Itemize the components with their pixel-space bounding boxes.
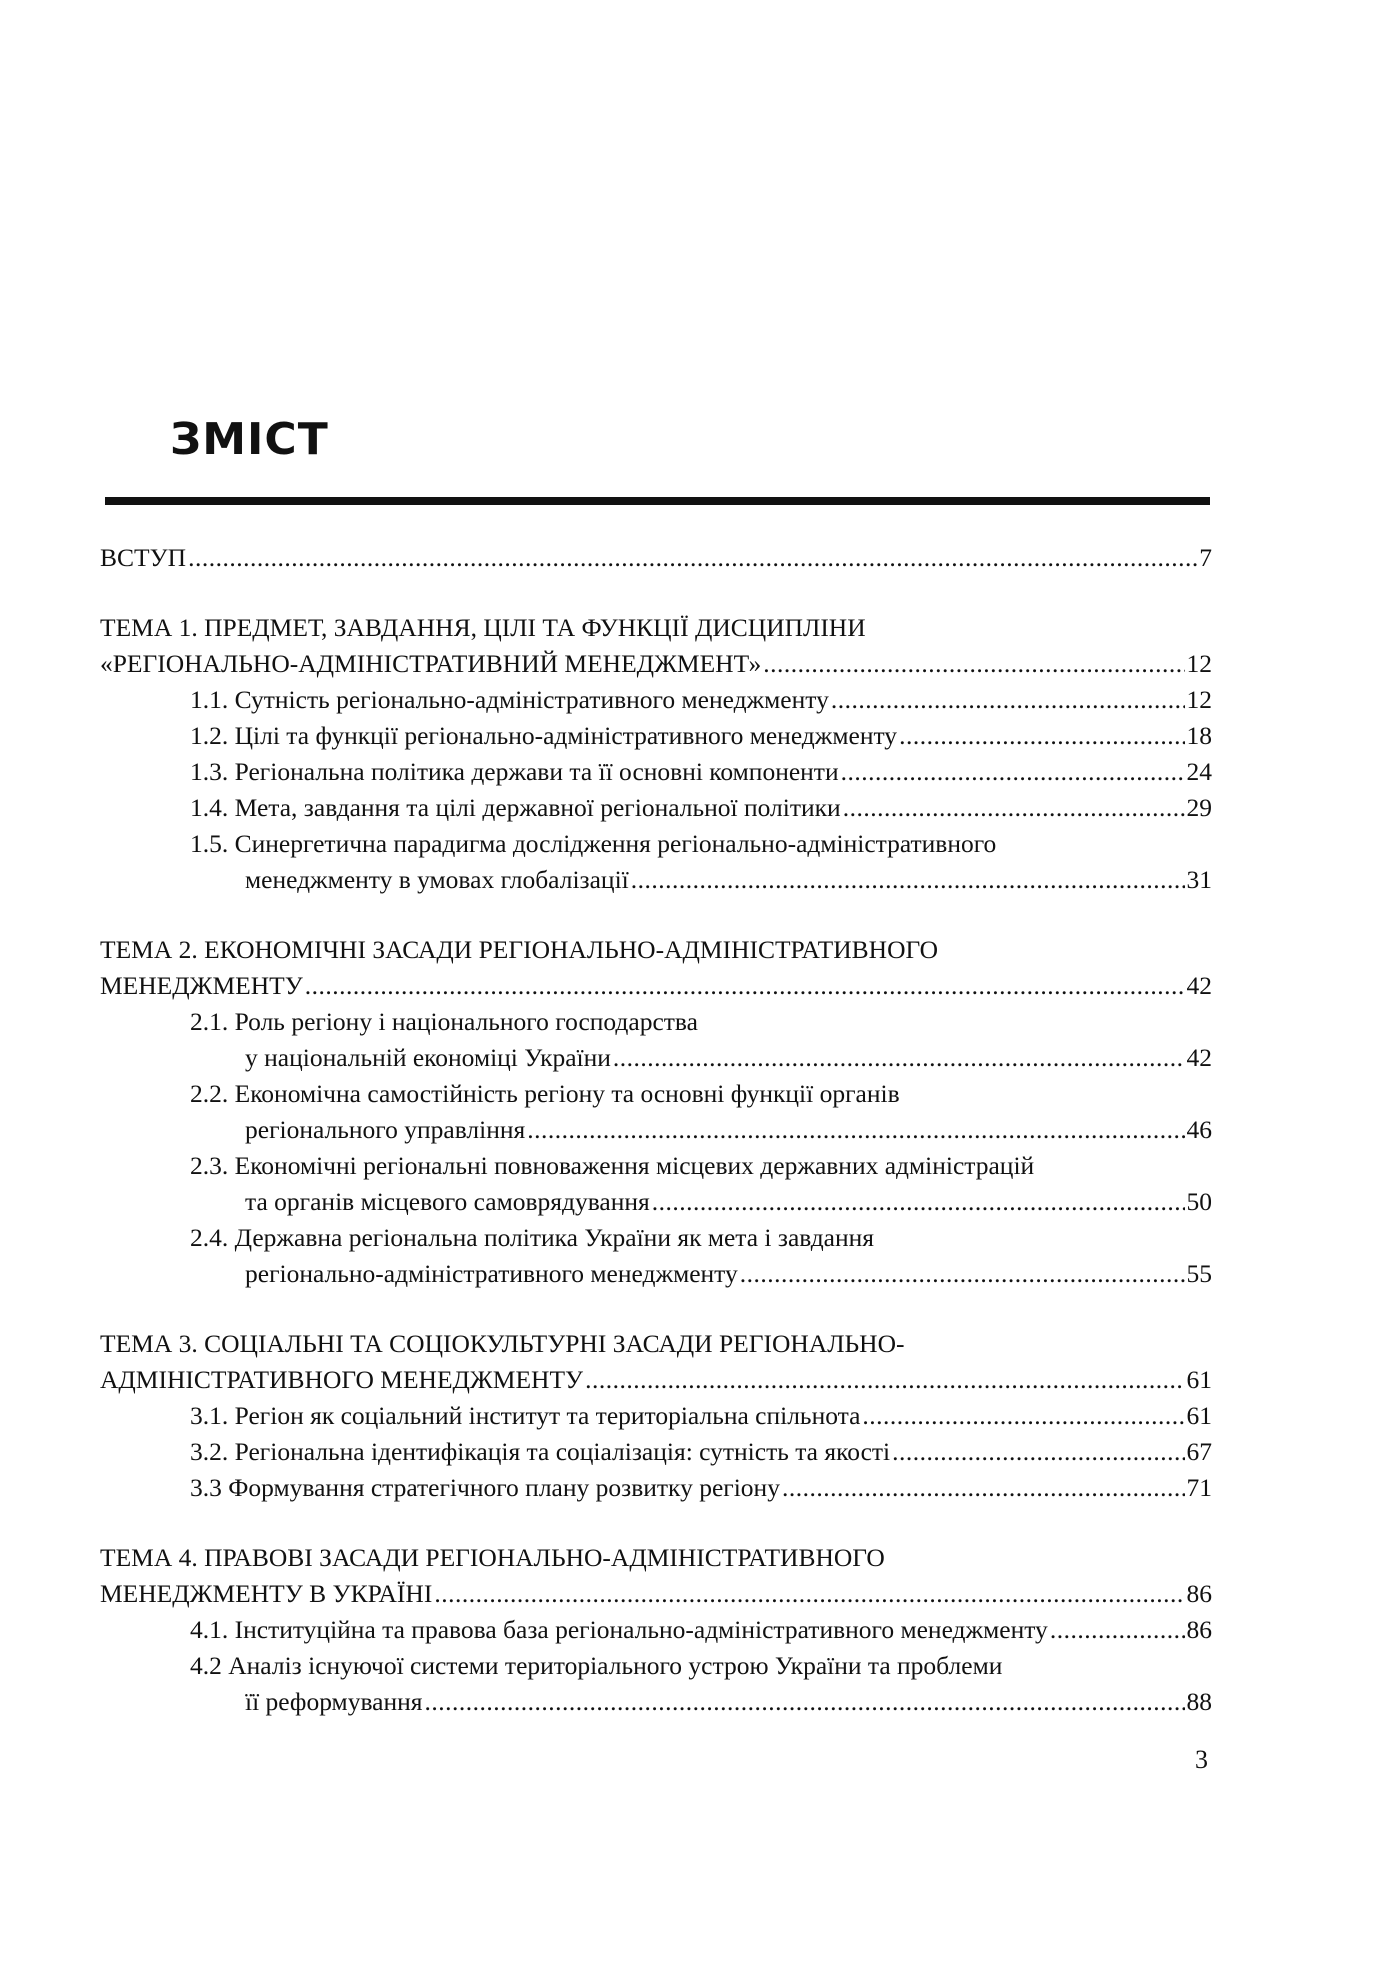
toc-page-number: 29 [1186,793,1212,822]
toc-item-1-2[interactable] [100,718,1212,754]
toc-item-2-2[interactable] [100,1076,1212,1112]
toc-item-title: 1.4. Мета, завдання та цілі державної регіональної політики [190,793,841,822]
toc-page-number: 61 [1186,1365,1212,1394]
toc-page-number: 88 [1186,1687,1212,1716]
toc-item-title: 3.3 Формування стратегічного плану розвитку регіону [190,1473,780,1502]
toc-item-title: 2.3. Економічні регіональні повноваження місцевих державних адміністрацій [190,1151,1035,1180]
toc-item-title: 2.2. Економічна самостійність регіону та основні функції органів [190,1079,900,1108]
toc-page-number: 50 [1186,1187,1212,1216]
toc-item-2-4-cont[interactable] [100,1256,1212,1292]
toc-item-2-1[interactable] [100,1004,1212,1040]
leader-dots [613,1040,1185,1076]
toc-page-number: 31 [1186,865,1212,894]
toc-item-title: 2.4. Державна регіональна політика України як мета і завдання [190,1223,875,1252]
toc-item-2-4[interactable] [100,1220,1212,1256]
toc-item-2-1-cont[interactable] [100,1040,1212,1076]
toc-item-3-1[interactable] [100,1398,1212,1434]
leader-dots [843,790,1185,826]
toc-item-3-2[interactable] [100,1434,1212,1470]
toc-item-1-1[interactable] [100,682,1212,718]
title-rule [105,497,1210,505]
page-title: ЗМІСТ [170,414,329,465]
leader-dots [527,1112,1184,1148]
toc-item-2-2-cont[interactable] [100,1112,1212,1148]
toc-item-title: 1.3. Регіональна політика держави та її основні компоненти [190,757,839,786]
toc-item-title: 4.2 Аналіз існуючої системи територіального устрою України та проблеми [190,1651,1003,1680]
toc-page-number: 18 [1186,721,1212,750]
toc-page-number: 12 [1186,685,1212,714]
leader-dots [425,1684,1185,1720]
leader-dots [305,968,1185,1004]
toc-page-number: 42 [1186,971,1212,1000]
toc-page-number: 24 [1186,757,1212,786]
leader-dots [188,540,1197,576]
leader-dots [831,682,1185,718]
toc-page-number: 42 [1186,1043,1212,1072]
leader-dots [899,718,1184,754]
toc-topic-1-title[interactable] [100,610,1212,646]
toc-entry-intro[interactable] [100,540,1212,576]
toc-item-2-3-cont[interactable] [100,1184,1212,1220]
toc-topic-title: ТЕМА 2. ЕКОНОМІЧНІ ЗАСАДИ РЕГІОНАЛЬНО-АДМІНІСТРАТИВНОГО [100,935,939,964]
toc-item-title: 3.2. Регіональна ідентифікація та соціалізація: сутність та якості [190,1437,891,1466]
toc-item-title: менеджменту в умовах глобалізації [245,865,629,894]
leader-dots [763,646,1184,682]
toc-topic-title: ТЕМА 3. СОЦІАЛЬНІ ТА СОЦІОКУЛЬТУРНІ ЗАСАДИ РЕГІОНАЛЬНО- [100,1329,905,1358]
leader-dots [652,1184,1185,1220]
leader-dots [782,1470,1185,1506]
toc-topic-4-title[interactable] [100,1540,1212,1576]
toc-item-title: 2.1. Роль регіону і національного господарства [190,1007,698,1036]
page-footer-number: 3 [1195,1745,1208,1774]
toc-item-title: регіонального управління [245,1115,526,1144]
toc-item-title: 3.1. Регіон як соціальний інститут та територіальна спільнота [190,1401,861,1430]
toc-topic-title: МЕНЕДЖМЕНТУ [100,971,303,1000]
leader-dots [631,862,1185,898]
toc-page-number: 86 [1186,1579,1212,1608]
toc-item-2-3[interactable] [100,1148,1212,1184]
toc-item-title: 1.2. Цілі та функції регіонально-адміністративного менеджменту [190,721,898,750]
toc-item-1-3[interactable] [100,754,1212,790]
toc-topic-title: ТЕМА 4. ПРАВОВІ ЗАСАДИ РЕГІОНАЛЬНО-АДМІНІСТРАТИВНОГО [100,1543,885,1572]
leader-dots [434,1576,1184,1612]
toc-item-title: 1.5. Синергетична парадигма дослідження регіонально-адміністративного [190,829,997,858]
toc-topic-title: ТЕМА 1. ПРЕДМЕТ, ЗАВДАННЯ, ЦІЛІ ТА ФУНКЦІЇ ДИСЦИПЛІНИ [100,613,866,642]
toc-item-1-5-cont[interactable] [100,862,1212,898]
toc-item-4-1[interactable] [100,1612,1212,1648]
leader-dots [892,1434,1184,1470]
toc-item-4-2[interactable] [100,1648,1212,1684]
toc-page-number: 12 [1186,649,1212,678]
toc-item-title: її реформування [245,1687,423,1716]
toc-topic-4-title-cont[interactable] [100,1576,1212,1612]
leader-dots [841,754,1185,790]
table-of-contents [100,540,1212,1720]
leader-dots [862,1398,1184,1434]
toc-item-1-4[interactable] [100,790,1212,826]
toc-topic-2-title[interactable] [100,932,1212,968]
toc-item-title: у національній економіці України [245,1043,611,1072]
toc-item-title: 4.1. Інституційна та правова база регіонально-адміністративного менеджменту [190,1615,1048,1644]
toc-page-number: 71 [1186,1473,1212,1502]
toc-item-4-2-cont[interactable] [100,1684,1212,1720]
toc-topic-title: «РЕГІОНАЛЬНО-АДМІНІСТРАТИВНИЙ МЕНЕДЖМЕНТ» [100,649,762,678]
toc-page-number: 67 [1186,1437,1212,1466]
leader-dots [1050,1612,1185,1648]
toc-page-number: 55 [1186,1259,1212,1288]
leader-dots [585,1362,1184,1398]
toc-topic-3-title-cont[interactable] [100,1362,1212,1398]
toc-item-3-3[interactable] [100,1470,1212,1506]
toc-page-number: 61 [1186,1401,1212,1430]
toc-page-number: 7 [1199,543,1212,572]
toc-topic-3-title[interactable] [100,1326,1212,1362]
toc-topic-1-title-cont[interactable] [100,646,1212,682]
toc-topic-2-title-cont[interactable] [100,968,1212,1004]
toc-page-number: 86 [1186,1615,1212,1644]
toc-item-title: 1.1. Сутність регіонально-адміністративного менеджменту [190,685,829,714]
toc-entry-title: ВСТУП [100,543,187,572]
toc-topic-title: МЕНЕДЖМЕНТУ В УКРАЇНІ [100,1579,433,1608]
toc-page-number: 46 [1186,1115,1212,1144]
toc-item-title: та органів місцевого самоврядування [245,1187,650,1216]
toc-item-title: регіонально-адміністративного менеджменту [245,1259,738,1288]
leader-dots [740,1256,1185,1292]
toc-topic-title: АДМІНІСТРАТИВНОГО МЕНЕДЖМЕНТУ [100,1365,584,1394]
toc-item-1-5[interactable] [100,826,1212,862]
